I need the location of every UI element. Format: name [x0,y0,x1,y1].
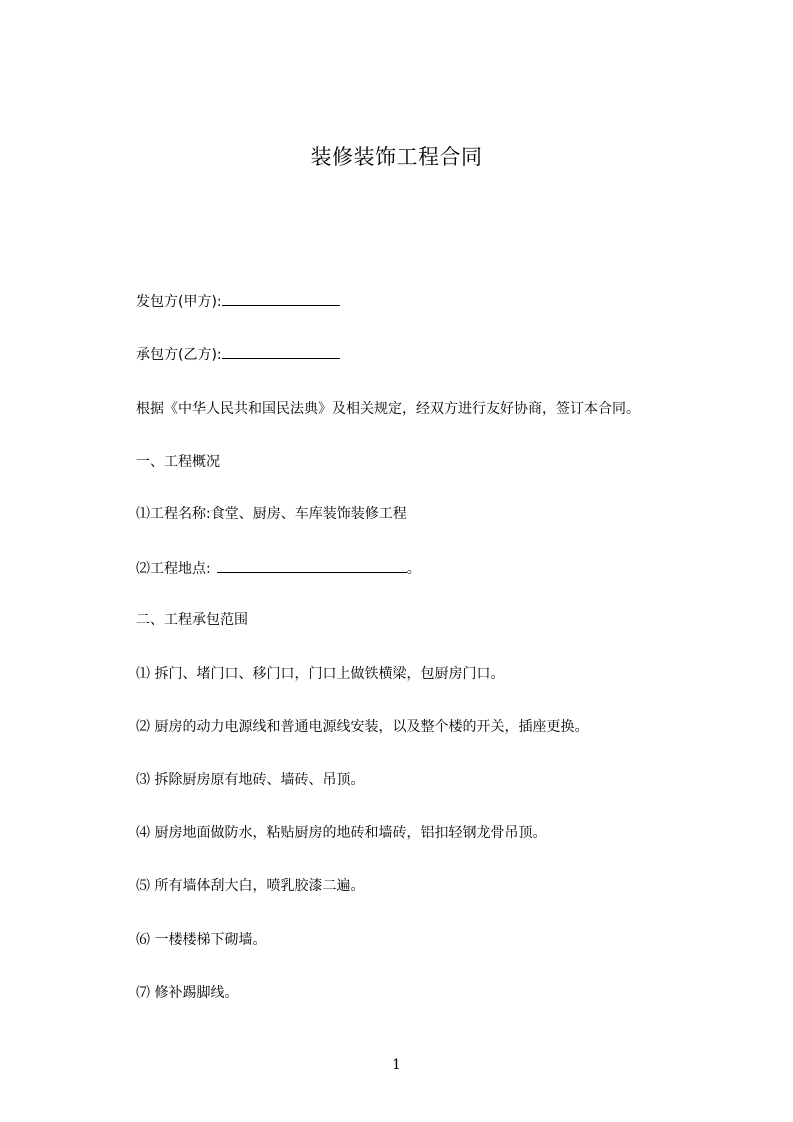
project-location-blank [217,558,407,573]
scope-item: ⑶ 拆除厨房原有地砖、墙砖、吊顶。 [136,772,365,788]
project-location-label: ⑵工程地点: [136,561,211,577]
party-a-label: 发包方(甲方): [136,294,222,310]
section-2-heading: 二、工程承包范围 [136,612,248,628]
party-b-blank [222,344,340,359]
party-b-label: 承包方(乙方): [136,347,222,363]
party-a-line [136,291,340,312]
scope-item: ⑴ 拆门、堵门口、移门口，门口上做铁横梁，包厨房门口。 [136,666,505,682]
scope-item: ⑵ 厨房的动力电源线和普通电源线安装，以及整个楼的开关，插座更换。 [136,719,589,735]
party-b-line [136,344,340,365]
project-name-line: ⑴工程名称:食堂、厨房、车库装饰装修工程 [136,506,407,522]
project-location-end: 。 [406,561,421,577]
section-1-heading: 一、工程概况 [136,454,220,470]
scope-item: ⑸ 所有墙体刮大白，喷乳胶漆二遍。 [136,878,365,894]
scope-item: ⑺ 修补踢脚线。 [136,985,239,1001]
scope-item: ⑷ 厨房地面做防水，粘贴厨房的地砖和墙砖，铝扣轻钢龙骨吊顶。 [136,825,547,841]
project-location-line [136,558,421,579]
page-number: 1 [392,1057,401,1073]
party-a-blank [222,291,340,306]
document-title: 装修装饰工程合同 [310,145,483,169]
scope-item: ⑹ 一楼楼梯下砌墙。 [136,932,267,948]
preamble-text: 根据《中华人民共和国民法典》及相关规定，经双方进行友好协商，签订本合同。 [136,401,640,417]
